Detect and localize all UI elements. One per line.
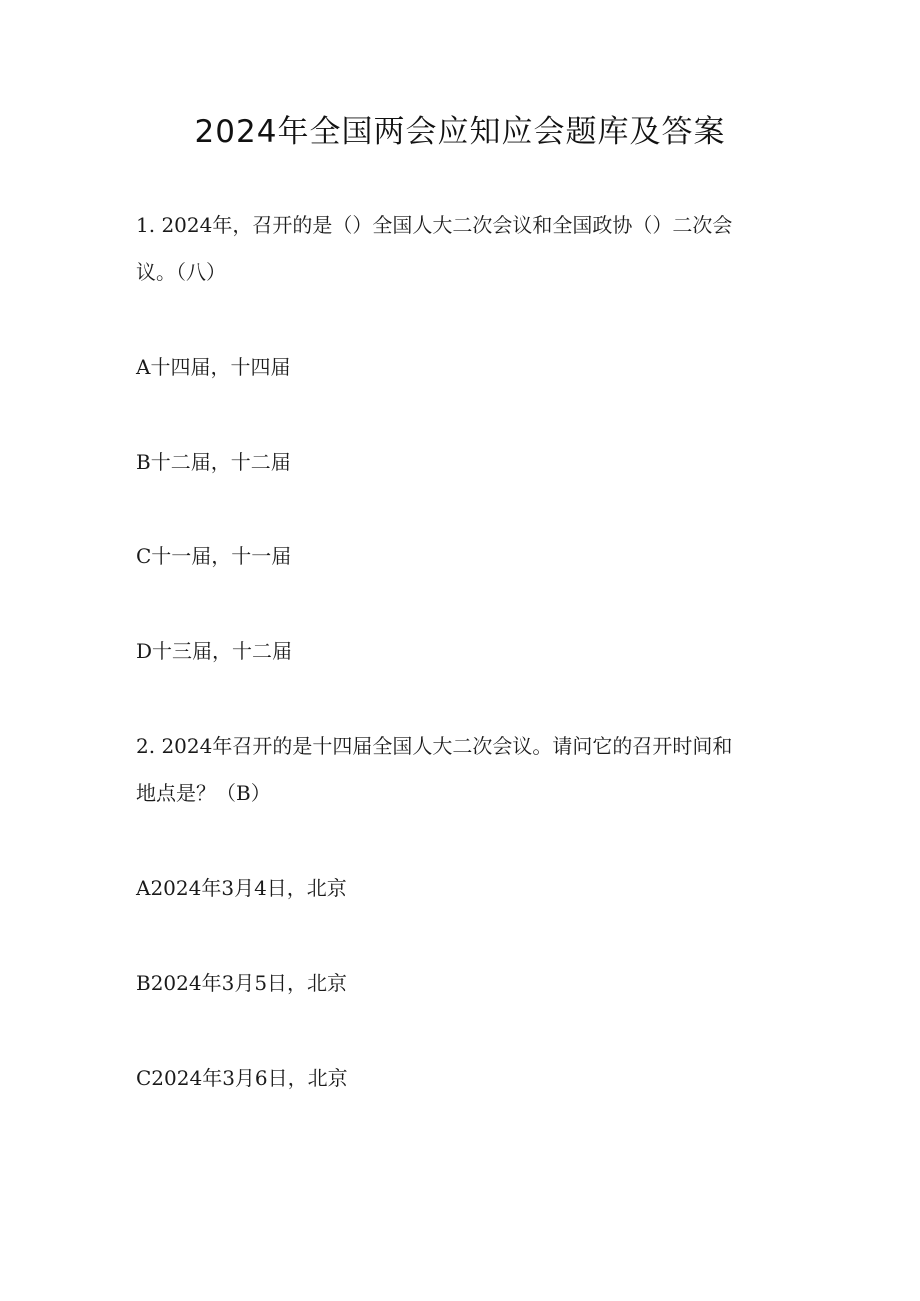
question-2-option-a: A2024年3月4日，北京 [136,876,347,900]
question-2-stem-line-1: 2. 2024年召开的是十四届全国人大二次会议。请问它的召开时间和 [136,734,733,758]
question-2-option-c: C2024年3月6日，北京 [136,1066,348,1090]
document-title: 2024年全国两会应知应会题库及答案 [194,114,726,150]
question-1-option-b: B十二届，十二届 [136,450,291,474]
question-1-stem-line-2: 议。（八） [136,260,226,284]
question-2-stem-line-2: 地点是？（B） [136,781,271,805]
question-2-option-b: B2024年3月5日，北京 [136,971,348,995]
question-1-option-a: A十四届，十四届 [136,355,291,379]
question-1-option-d: D十三届，十二届 [136,639,293,663]
question-1-stem-line-1: 1. 2024年，召开的是（）全国人大二次会议和全国政协（）二次会 [136,213,733,237]
question-1-option-c: C十一届，十一届 [136,544,292,568]
